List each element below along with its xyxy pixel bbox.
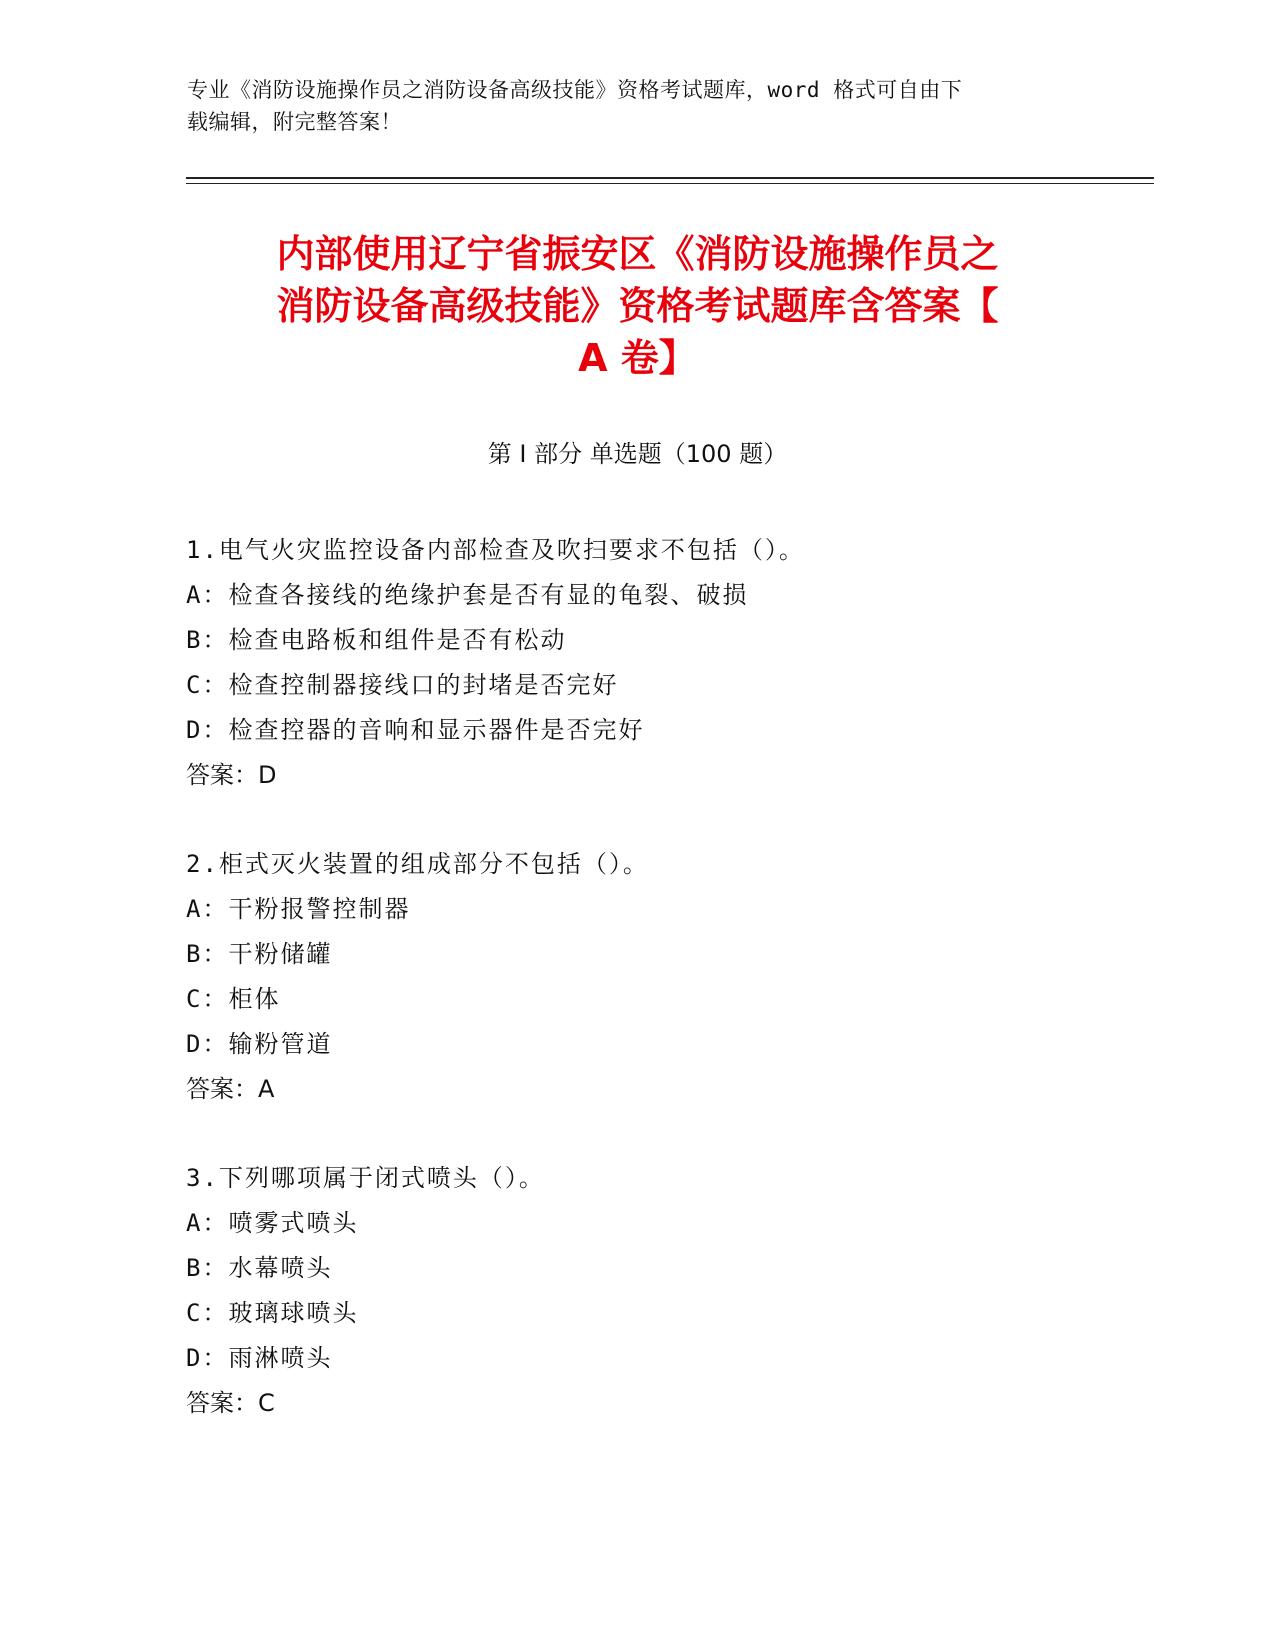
option-c: C：柜体	[186, 985, 281, 1013]
question-stem: 1.电气火灾监控设备内部检查及吹扫要求不包括（）。	[186, 536, 805, 564]
header-note-line-1: 专业《消防设施操作员之消防设备高级技能》资格考试题库，word 格式可自由下	[187, 78, 963, 102]
option-b: B：检查电路板和组件是否有松动	[186, 626, 567, 654]
answer-line: 答案：C	[186, 1389, 275, 1417]
option-a: A：检查各接线的绝缘护套是否有显的龟裂、破损	[186, 581, 749, 609]
option-d: D：雨淋喷头	[186, 1344, 333, 1372]
option-c: C：检查控制器接线口的封堵是否完好	[186, 671, 619, 699]
header-divider-thin	[186, 183, 1154, 184]
answer-line: 答案：D	[186, 761, 277, 789]
option-d: D：检查控器的音响和显示器件是否完好	[186, 716, 645, 744]
document-title-line-3: A 卷】	[578, 336, 697, 380]
option-b: B：干粉储罐	[186, 940, 333, 968]
question-list	[186, 528, 1086, 1470]
question-stem: 2.柜式灭火装置的组成部分不包括（）。	[186, 850, 649, 878]
question-item	[186, 1156, 1086, 1426]
answer-line: 答案：A	[186, 1075, 275, 1103]
option-a: A：干粉报警控制器	[186, 895, 411, 923]
question-item	[186, 528, 1086, 798]
header-divider-thick	[186, 177, 1154, 179]
header-note	[187, 74, 1067, 138]
question-item	[186, 842, 1086, 1112]
option-a: A：喷雾式喷头	[186, 1209, 359, 1237]
document-title	[190, 228, 1085, 384]
option-d: D：输粉管道	[186, 1030, 333, 1058]
header-note-line-2: 载编辑，附完整答案！	[187, 110, 402, 134]
question-stem: 3.下列哪项属于闭式喷头（）。	[186, 1164, 545, 1192]
option-c: C：玻璃球喷头	[186, 1299, 359, 1327]
section-heading: 第 I 部分 单选题（100 题）	[487, 440, 788, 468]
document-title-line-2: 消防设备高级技能》资格考试题库含答案【	[276, 284, 999, 328]
document-title-line-1: 内部使用辽宁省振安区《消防设施操作员之	[276, 232, 999, 276]
option-b: B：水幕喷头	[186, 1254, 333, 1282]
